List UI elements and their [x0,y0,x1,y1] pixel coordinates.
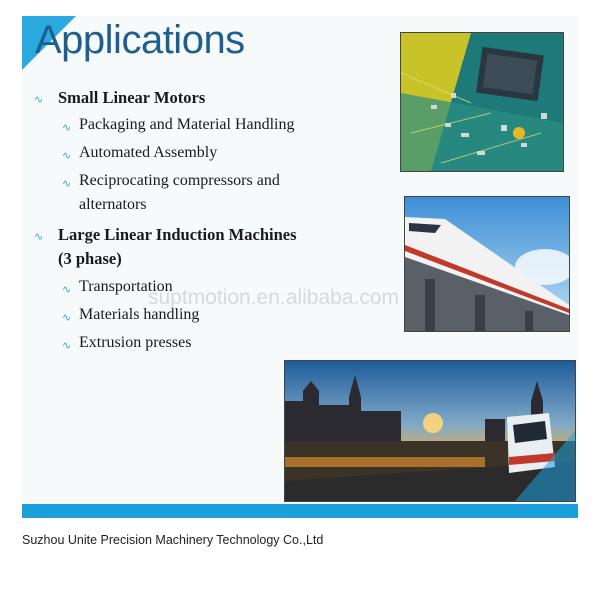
watermark: suptmotion.en.alibaba.com [148,286,399,309]
city-sunset-train-photo [284,360,576,502]
sub-bullet-item: Transportation [79,278,173,295]
swirl-bullet-icon: ∿ [62,339,72,352]
sub-bullet-continuation: alternators [79,196,147,213]
sub-bullet-item: Extrusion presses [79,334,192,351]
sub-bullet-item: Materials handling [79,306,200,323]
swirl-bullet-icon: ∿ [62,121,72,134]
slide-title: Applications [35,18,245,62]
sub-bullet-item: Reciprocating compressors and [79,172,280,189]
swirl-bullet-icon: ∿ [62,149,72,162]
slide-bottom-bar [22,504,578,518]
slide [22,16,578,518]
maglev-train-photo [404,196,570,332]
company-footer: Suzhou Unite Precision Machinery Technology Co.,Ltd [22,533,324,547]
bullet-item: Large Linear Induction Machines [58,225,297,244]
swirl-bullet-icon: ∿ [34,230,44,243]
bullet-item: Small Linear Motors [58,88,206,107]
sub-bullet-item: Packaging and Material Handling [79,116,295,133]
circuit-board-photo [400,32,564,172]
sub-bullet-item: Automated Assembly [79,144,218,161]
swirl-bullet-icon: ∿ [62,283,72,296]
swirl-bullet-icon: ∿ [34,93,44,106]
bullet-continuation: (3 phase) [58,249,122,268]
swirl-bullet-icon: ∿ [62,177,72,190]
swirl-bullet-icon: ∿ [62,311,72,324]
